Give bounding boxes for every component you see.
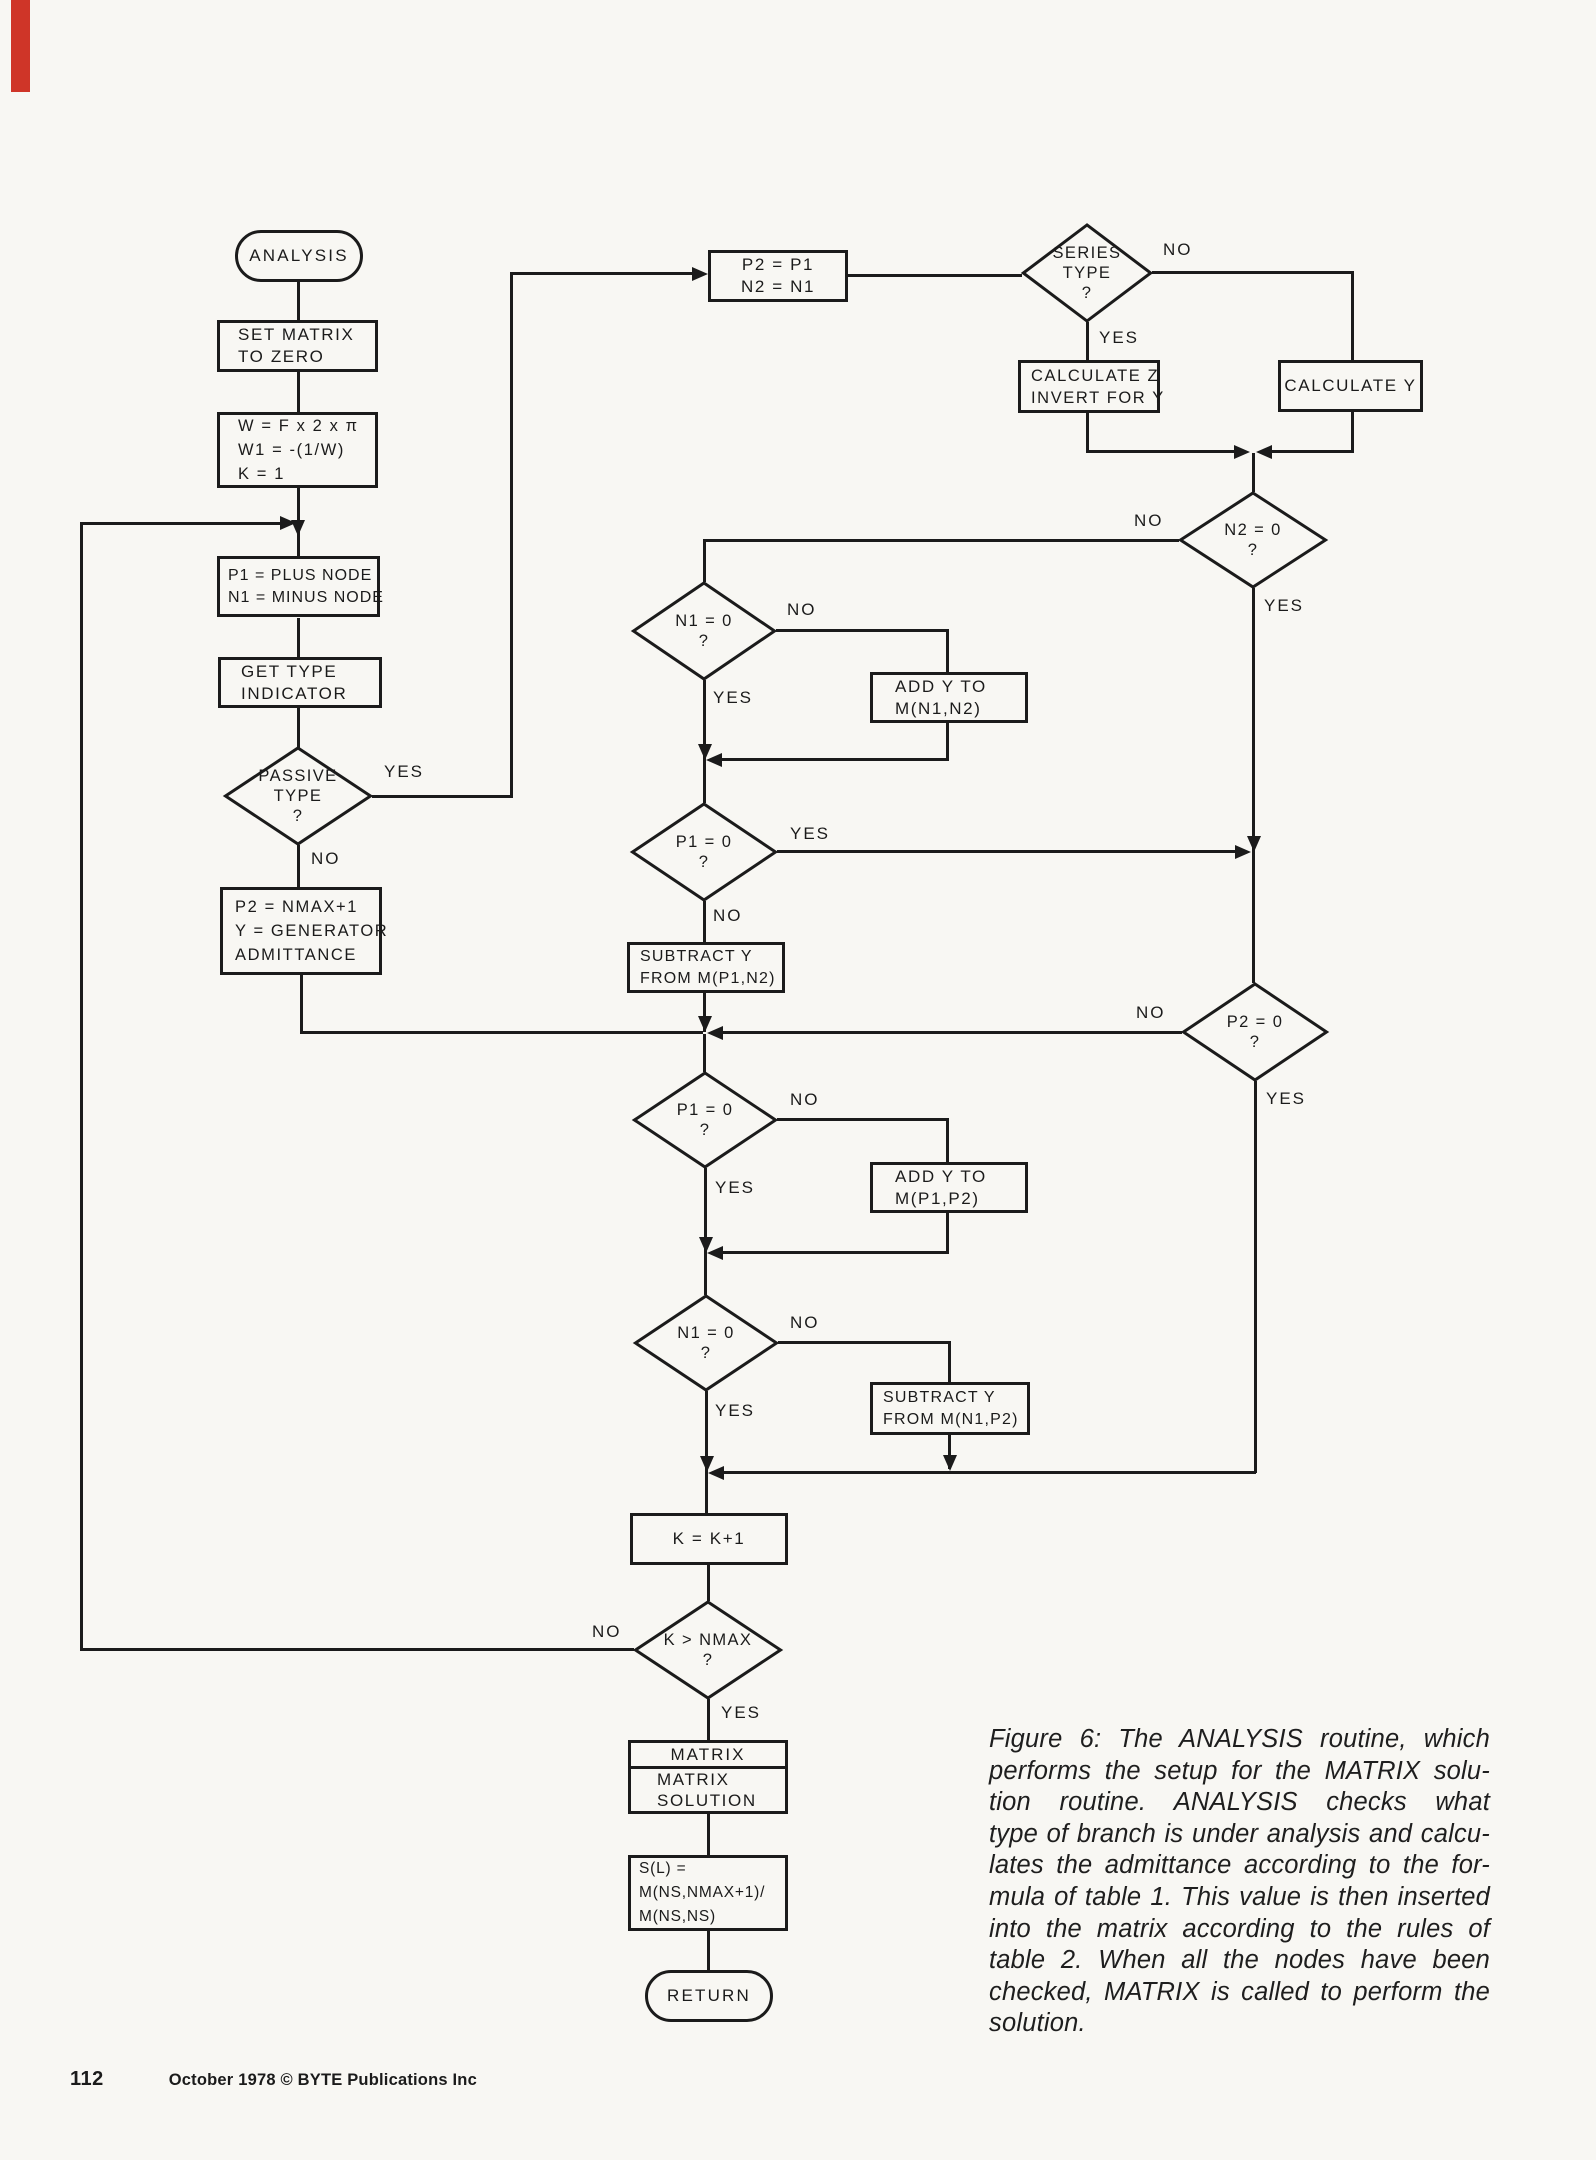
page-number: 112: [70, 2068, 104, 2090]
branch-label-no: NO: [1136, 1003, 1166, 1022]
node-text: ADD Y TO: [895, 676, 987, 696]
branch-label-yes: YES: [715, 1178, 756, 1197]
flow-line-h: [723, 1031, 1182, 1034]
predefined-header: [631, 1743, 785, 1769]
flow-line-v: [703, 1034, 706, 1072]
node-text: P1 = PLUS NODE: [228, 566, 373, 584]
terminal-analysis: [235, 230, 363, 282]
caption-line: type of branch is under analysis and calcu-: [989, 1819, 1490, 1848]
node-text: CALCULATE Z: [1031, 366, 1160, 385]
decision-label: [634, 1601, 782, 1699]
decision-n1-zero-second: [634, 1295, 778, 1391]
decision-label: [632, 582, 776, 680]
flow-line-h: [1086, 450, 1234, 453]
branch-label-no: NO: [790, 1313, 820, 1332]
arrowhead-down: [700, 1456, 714, 1472]
arrowhead-down: [1247, 836, 1261, 852]
flow-line-v: [703, 901, 706, 942]
flow-line-v: [704, 1168, 707, 1295]
node-text: M(NS,NS): [639, 1908, 717, 1925]
flow-line-v: [948, 1341, 951, 1382]
flow-line-v: [946, 1213, 949, 1253]
decision-label: [1022, 224, 1152, 322]
flow-line-h: [300, 1031, 703, 1034]
decision-label: [633, 1072, 777, 1168]
predefined-matrix-solution: [628, 1740, 788, 1814]
node-text: S(L) =: [639, 1860, 687, 1877]
process-assign-nodes: [217, 556, 384, 617]
node-text: ?: [700, 1344, 712, 1362]
node-text: ?: [699, 1121, 711, 1139]
node-text: ADMITTANCE: [235, 946, 358, 964]
flow-line-h: [372, 795, 513, 798]
decision-p1-zero-second: [633, 1072, 777, 1168]
flow-line-h: [704, 539, 1179, 542]
arrowhead-left: [707, 1026, 723, 1040]
node-text: SERIES: [1052, 244, 1122, 262]
flow-line-v: [946, 723, 949, 760]
node-text: ?: [1247, 541, 1259, 559]
process-get-type-indicator: [218, 657, 382, 708]
caption-line: performs the setup for the MATRIX solu-: [989, 1756, 1490, 1785]
flow-line-v: [707, 1699, 710, 1740]
node-text: M(N1,N2): [895, 698, 982, 718]
flow-line-v: [300, 975, 303, 1034]
arrowhead-right: [1234, 445, 1250, 459]
process-subtract-y-m-p1n2: [627, 942, 785, 993]
node-text: W = F x 2 x π: [238, 417, 359, 435]
node-text: ?: [702, 1651, 714, 1669]
caption-line: into the matrix according to the rules of: [989, 1914, 1490, 1943]
node-text: ANALYSIS: [249, 246, 349, 265]
caption-line: Figure 6: The ANALYSIS routine, which: [989, 1725, 1490, 1753]
flow-line-h: [722, 1471, 1256, 1474]
caption-line: lates the admittance according to the for-: [989, 1851, 1490, 1880]
process-calculate-z: [1018, 360, 1165, 413]
branch-label-yes: YES: [1264, 596, 1305, 615]
flow-line-v: [703, 539, 706, 582]
flow-line-v: [297, 282, 300, 320]
flow-line-h: [510, 272, 694, 275]
node-text: INVERT FOR Y: [1031, 388, 1165, 407]
process-add-y-m-p1p2: [870, 1162, 1028, 1213]
decision-series-type: [1022, 224, 1152, 322]
flow-line-v: [1086, 413, 1089, 453]
process-add-y-m-n1n2: [870, 672, 1028, 723]
flow-line-v: [1254, 1081, 1257, 1473]
node-text: GET TYPE: [241, 661, 338, 681]
flow-line-h: [778, 1341, 951, 1344]
flow-line-v: [946, 629, 949, 672]
flow-line-v: [707, 1565, 710, 1601]
decision-label: [224, 747, 372, 845]
branch-label-no: NO: [1163, 240, 1193, 259]
node-text: SOLUTION: [657, 1791, 757, 1810]
process-k-increment: [630, 1513, 788, 1565]
node-text: N2 = 0: [1224, 521, 1282, 539]
decision-label: [1179, 492, 1327, 588]
decision-label: [1182, 983, 1328, 1081]
arrowhead-right: [692, 267, 708, 281]
node-text: FROM M(P1,N2): [640, 969, 776, 987]
flow-line-v: [707, 1814, 710, 1855]
flow-line-h: [1272, 450, 1354, 453]
flow-line-h: [777, 1118, 949, 1121]
flow-line-h: [776, 629, 949, 632]
node-text: ?: [1081, 284, 1093, 302]
decision-passive-type: [224, 747, 372, 845]
branch-label-no: NO: [1134, 511, 1164, 530]
node-text: CALCULATE Y: [1284, 376, 1417, 395]
node-text: TYPE: [1062, 264, 1112, 282]
flow-line-v: [705, 1391, 708, 1513]
decision-n2-zero: [1179, 492, 1327, 588]
node-text: SUBTRACT Y: [883, 1388, 996, 1406]
decision-p2-zero: [1182, 983, 1328, 1081]
flow-line-v: [1086, 322, 1089, 360]
flow-line-h: [721, 1251, 949, 1254]
arrowhead-down: [699, 1237, 713, 1253]
node-text: TO ZERO: [238, 347, 325, 366]
node-text: N1 = 0: [677, 1324, 735, 1342]
flow-line-v: [297, 372, 300, 412]
arrowhead-down: [943, 1455, 957, 1471]
node-text: M(P1,P2): [895, 1188, 980, 1208]
node-text: PASSIVE: [258, 767, 338, 785]
node-text: ?: [698, 632, 710, 650]
node-text: SUBTRACT Y: [640, 947, 753, 965]
flow-line-h: [80, 1648, 634, 1651]
flow-line-h: [777, 850, 1235, 853]
process-generator-admittance: [220, 887, 389, 975]
branch-label-yes: YES: [721, 1703, 762, 1722]
predefined-body: [631, 1769, 785, 1811]
branch-label-no: NO: [713, 906, 743, 925]
process-set-matrix-to-zero: [217, 320, 378, 372]
flow-line-v: [1351, 412, 1354, 453]
node-text: K = K+1: [672, 1529, 746, 1548]
decision-n1-zero-first: [632, 582, 776, 680]
process-calculate-y: [1278, 360, 1423, 412]
process-subtract-y-m-n1p2: [870, 1382, 1030, 1435]
node-text: P2 = NMAX+1: [235, 898, 359, 916]
node-text: N1 = 0: [675, 612, 733, 630]
node-text: INDICATOR: [241, 683, 348, 703]
node-text: ?: [292, 807, 304, 825]
branch-label-yes: YES: [790, 824, 831, 843]
node-text: RETURN: [666, 1986, 752, 2005]
branch-label-no: NO: [790, 1090, 820, 1109]
node-text: MATRIX: [657, 1770, 730, 1789]
node-text: MATRIX: [670, 1744, 746, 1764]
node-text: ?: [1249, 1033, 1261, 1051]
terminal-return: [645, 1970, 773, 2022]
node-text: K = 1: [238, 465, 285, 483]
copyright-credit: October 1978 © BYTE Publications Inc: [168, 2071, 477, 2089]
branch-label-no: NO: [592, 1622, 622, 1641]
branch-label-yes: YES: [715, 1401, 756, 1420]
figure-caption: [989, 1724, 1490, 2040]
flow-line-v: [703, 680, 706, 803]
arrowhead-down: [698, 744, 712, 760]
node-text: M(NS,NMAX+1)/: [639, 1884, 766, 1901]
flow-line-v: [510, 272, 513, 798]
decision-label: [631, 803, 777, 901]
node-text: TYPE: [273, 787, 323, 805]
flow-line-v: [1252, 453, 1255, 492]
flow-line-h: [1152, 271, 1354, 274]
node-text: P2 = 0: [1226, 1013, 1284, 1031]
arrowhead-left: [1256, 445, 1272, 459]
decision-k-gt-nmax: [634, 1601, 782, 1699]
flow-line-v: [80, 522, 83, 1651]
caption-line: tion routine. ANALYSIS checks what: [989, 1788, 1490, 1817]
process-s-l-result: [628, 1855, 788, 1931]
branch-label-yes: YES: [384, 762, 425, 781]
branch-label-no: NO: [311, 849, 341, 868]
flow-line-h: [848, 274, 1022, 277]
branch-label-yes: YES: [1266, 1089, 1307, 1108]
arrowhead-down: [291, 520, 305, 536]
node-text: N1 = MINUS NODE: [228, 588, 384, 606]
process-init-w-k: [217, 412, 378, 488]
node-text: P1 = 0: [676, 1101, 734, 1119]
node-text: SET MATRIX: [238, 325, 355, 344]
flow-line-h: [720, 758, 949, 761]
branch-label-yes: YES: [713, 688, 754, 707]
caption-line: table 2. When all the nodes have been: [989, 1946, 1490, 1975]
node-text: W1 = -(1/W): [238, 441, 345, 459]
flow-line-v: [297, 845, 300, 887]
page-edge-red-strip: [11, 0, 30, 92]
node-text: P1 = 0: [675, 833, 733, 851]
branch-label-yes: YES: [1099, 328, 1140, 347]
flow-line-v: [297, 618, 300, 657]
flow-line-h: [80, 522, 280, 525]
flow-line-v: [1252, 588, 1255, 983]
branch-label-no: NO: [787, 600, 817, 619]
flow-line-v: [707, 1931, 710, 1970]
node-text: ADD Y TO: [895, 1166, 987, 1186]
decision-label: [634, 1295, 778, 1391]
flow-line-v: [297, 708, 300, 748]
node-text: ?: [698, 853, 710, 871]
node-text: Y = GENERATOR: [235, 922, 389, 940]
decision-p1-zero-first: [631, 803, 777, 901]
page-footer: [70, 2068, 477, 2091]
node-text: P2 = P1: [741, 255, 815, 274]
flow-line-v: [1351, 271, 1354, 360]
node-text: K > NMAX: [663, 1631, 753, 1649]
node-text: N2 = N1: [740, 277, 816, 296]
caption-line: checked, MATRIX is called to perform the: [989, 1977, 1490, 2006]
process-p2p1-n2n1: [708, 250, 848, 302]
caption-line: solution.: [989, 2009, 1086, 2038]
caption-line: mula of table 1. This value is then inserted: [989, 1882, 1490, 1911]
flow-line-v: [946, 1118, 949, 1162]
node-text: FROM M(N1,P2): [883, 1410, 1019, 1428]
